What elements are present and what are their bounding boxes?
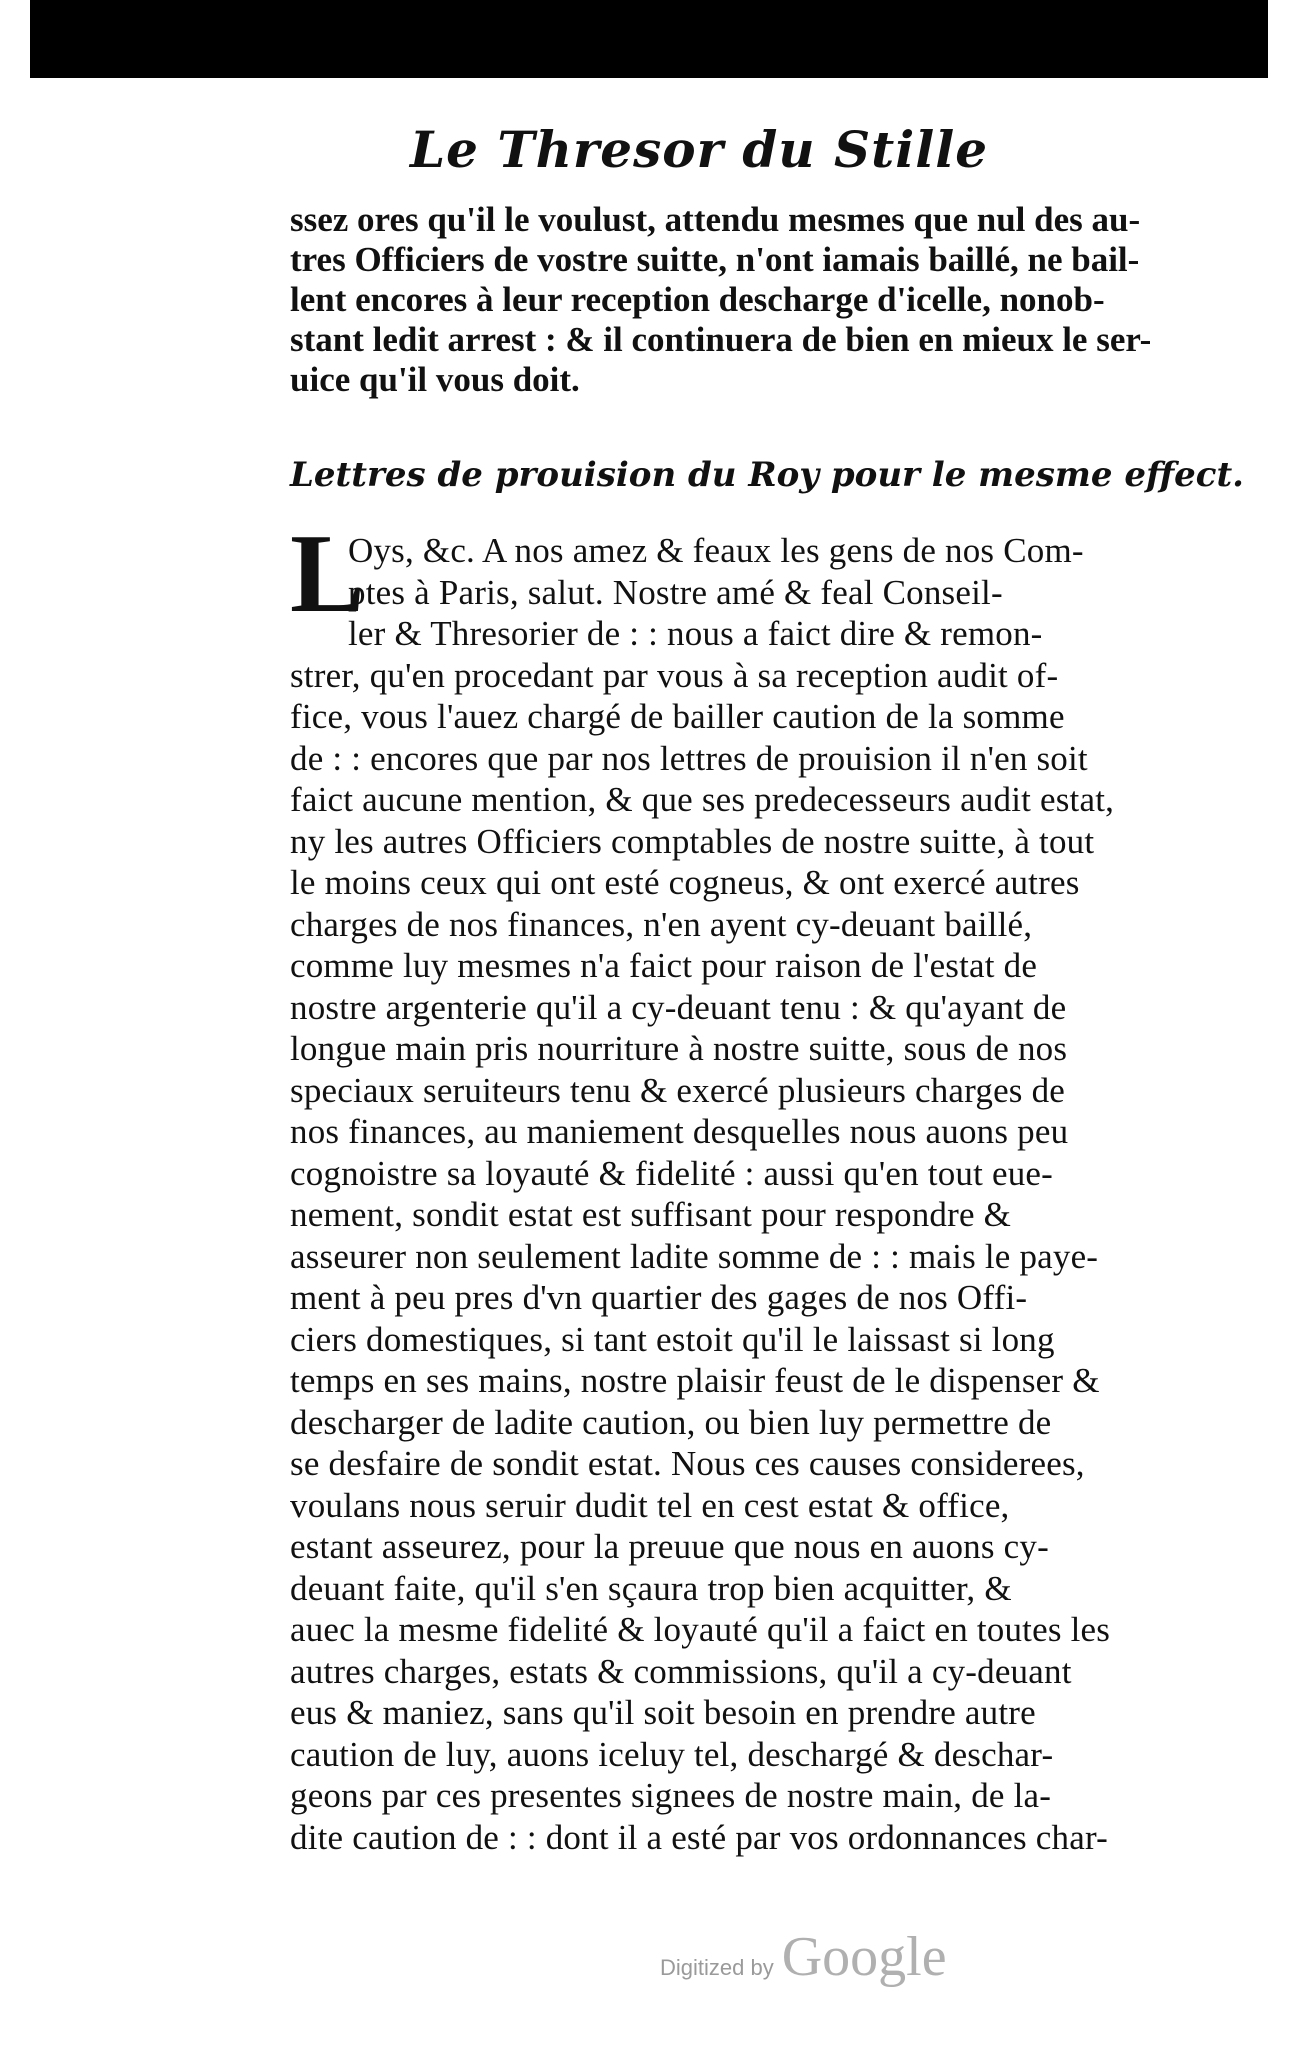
text-line: se desfaire de sondit estat. Nous ces causes considerees, <box>290 1444 1085 1483</box>
text-line: le moins ceux qui ont esté cogneus, & ont exercé autres <box>290 863 1080 902</box>
text-line: charges de nos finances, n'en ayent cy-deuant baillé, <box>290 904 1033 944</box>
text-line: descharger de ladite caution, ou bien luy permettre de <box>290 1402 1052 1442</box>
text-line: Oys, &c. A nos amez & feaux les gens de nos Com- <box>348 531 1084 570</box>
text-line: voulans nous seruir dudit tel en cest estat & office, <box>290 1485 1010 1525</box>
text-line: ler & Thresorier de : : nous a faict dire & remon- <box>348 614 1043 653</box>
text-line: longue main pris nourriture à nostre suitte, sous de nos <box>290 1029 1068 1068</box>
text-line: nostre argenterie qu'il a cy-deuant tenu : & qu'ayant de <box>290 987 1067 1027</box>
text-line: stant ledit arrest : & il continuera de bien en mieux le ser- <box>290 320 1152 359</box>
watermark-prefix: Digitized by <box>660 1955 774 1980</box>
text-line: strer, qu'en procedant par vous à sa reception audit of- <box>290 655 1059 695</box>
text-line: auec la mesme fidelité & loyauté qu'il a faict en toutes les <box>290 1610 1111 1649</box>
text-line: lent encores à leur reception descharge d'icelle, nonob- <box>290 280 1105 319</box>
text-line: autres charges, estats & commissions, qu'il a cy-deuant <box>290 1651 1072 1691</box>
text-line: geons par ces presentes signees de nostre main, de la- <box>290 1776 1052 1815</box>
text-line: speciaux seruiteurs tenu & exercé plusieurs charges de <box>290 1070 1066 1110</box>
top-black-bar <box>30 0 1268 78</box>
text-line: estant asseurez, pour la preuue que nous en auons cy- <box>290 1527 1049 1566</box>
text-line: asseurer non seulement ladite somme de : : mais le paye- <box>290 1236 1099 1276</box>
continuation-paragraph <box>290 200 1160 400</box>
running-title: Le Thresor du Stille <box>410 120 989 179</box>
text-line: ciers domestiques, si tant estoit qu'il le laissast si long <box>290 1319 1055 1359</box>
text-line: ssez ores qu'il le voulust, attendu mesmes que nul des au- <box>290 200 1141 239</box>
text-line: ment à peu pres d'vn quartier des gages de nos Offi- <box>290 1278 1028 1317</box>
text-line: ny les autres Officiers comptables de nostre suitte, à tout <box>290 821 1095 861</box>
google-logo: Google <box>781 1926 947 1988</box>
text-line: tres Officiers de vostre suitte, n'ont iamais baillé, ne bail- <box>290 240 1140 279</box>
text-line: comme luy mesmes n'a faict pour raison de l'estat de <box>290 946 1038 985</box>
text-line: uice qu'il vous doit. <box>290 360 580 399</box>
drop-cap: L <box>290 512 365 636</box>
text-line: temps en ses mains, nostre plaisir feust de le dispenser & <box>290 1361 1100 1400</box>
text-line: dite caution de : : dont il a esté par vos ordonnances char- <box>290 1817 1108 1857</box>
text-line: caution de luy, auons iceluy tel, deschargé & deschar- <box>290 1734 1054 1774</box>
section-heading: Lettres de prouision du Roy pour le mesme effect. <box>290 455 1244 495</box>
text-line: fice, vous l'auez chargé de bailler caution de la somme <box>290 697 1065 736</box>
text-line: de : : encores que par nos lettres de prouision il n'en soit <box>290 738 1088 778</box>
text-line: nos finances, au maniement desquelles nous auons peu <box>290 1112 1069 1151</box>
running-head <box>290 120 1160 200</box>
digitized-by-google-watermark <box>660 1925 947 1989</box>
text-line: ptes à Paris, salut. Nostre amé & feal Conseil- <box>348 572 1003 612</box>
book-page <box>290 120 1244 1858</box>
text-line: eus & maniez, sans qu'il soit besoin en prendre autre <box>290 1693 1036 1732</box>
letter-body <box>290 512 1160 1858</box>
text-line: cognoistre sa loyauté & fidelité : aussi qu'en tout eue- <box>290 1153 1053 1193</box>
text-line: nement, sondit estat est suffisant pour respondre & <box>290 1195 1012 1234</box>
text-line: deuant faite, qu'il s'en sçaura trop bien acquitter, & <box>290 1568 1012 1608</box>
text-line: faict aucune mention, & que ses predecesseurs audit estat, <box>290 780 1115 819</box>
